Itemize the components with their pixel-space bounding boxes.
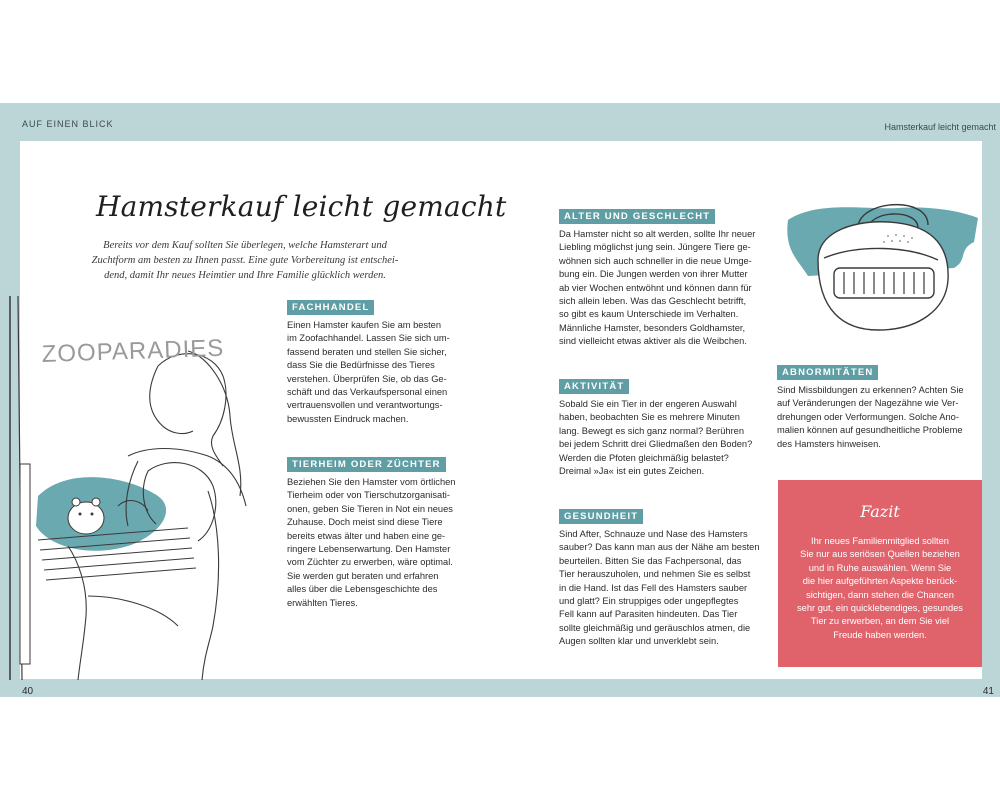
girls-at-pet-shop-window-illustration bbox=[8, 296, 260, 680]
body-line: onen, geben Sie Tieren in Not ein neues bbox=[287, 503, 453, 514]
section-body bbox=[559, 528, 774, 649]
section-body bbox=[559, 228, 774, 349]
section-tierheim-oder-zuechter bbox=[287, 454, 477, 610]
body-line: bereits etwas älter und haben eine ge- bbox=[287, 530, 446, 541]
body-line: Sind After, Schnauze und Nase des Hamsters bbox=[559, 529, 748, 539]
shop-sign-text: ZOOPARADIES bbox=[41, 334, 225, 368]
body-line: Augen sollten klar und unverklebt sein. bbox=[559, 636, 719, 647]
hamster-carrier-box-icon bbox=[778, 180, 982, 340]
body-line: beurteilen. Bitten Sie das Fachpersonal, das bbox=[559, 555, 742, 566]
section-body bbox=[287, 319, 477, 426]
body-line: verstehen. Überprüfen Sie, ob das Ge- bbox=[287, 373, 447, 384]
body-line: und glatt? Ein struppiges oder ungepflegtes bbox=[559, 596, 739, 607]
section-label: GESUNDHEIT bbox=[559, 509, 643, 524]
body-line: Männliche Hamster, besonders Goldhamster, bbox=[559, 322, 746, 333]
body-line: Sie werden gut beraten und erfahren bbox=[287, 570, 439, 581]
body-line: bewussten Eindruck machen. bbox=[287, 413, 409, 424]
running-header-left: AUF EINEN BLICK bbox=[22, 119, 114, 129]
body-line: Tier herauszuholen, und nehmen Sie es selbst bbox=[559, 569, 751, 580]
page-number-left: 40 bbox=[22, 686, 34, 697]
body-line: bung ein. Die Jungen werden von ihrer Mutter bbox=[559, 269, 748, 280]
section-label: ABNORMITÄTEN bbox=[777, 365, 878, 380]
body-line: malien können auf gesundheitliche Probleme bbox=[777, 425, 963, 436]
body-line: fassend beraten und stellen Sie sicher, bbox=[287, 346, 447, 357]
body-line: Beziehen Sie den Hamster vom örtlichen bbox=[287, 477, 456, 487]
body-line: im Zoofachhandel. Lassen Sie sich um- bbox=[287, 333, 450, 344]
body-line: erwählten Tieres. bbox=[287, 597, 358, 608]
page-number-right: 41 bbox=[982, 686, 994, 697]
body-line: Werden die Pfoten gleichmäßig belastet? bbox=[559, 452, 729, 463]
body-line: haben, beobachten Sie es mehrere Minuten bbox=[559, 412, 740, 423]
body-line: vertrauensvollen und verantwortungs- bbox=[287, 400, 443, 411]
running-header-right: Hamsterkauf leicht gemacht bbox=[884, 122, 996, 132]
body-line: sauber? Das kann man aus der Nähe am besten bbox=[559, 542, 760, 553]
fazit-body bbox=[790, 535, 970, 642]
body-line: schäft und das Verkaufspersonal einen bbox=[287, 387, 448, 398]
body-line: drehungen oder Verformungen. Solche Ano- bbox=[777, 411, 959, 422]
section-aktivitaet bbox=[559, 376, 774, 478]
body-line: vom Züchter zu erwerben, wäre optimal. bbox=[287, 557, 453, 568]
section-label: AKTIVITÄT bbox=[559, 379, 629, 394]
body-line: sich allein leben. Was das Geschlecht betrifft, bbox=[559, 296, 747, 307]
page-title: Hamsterkauf leicht gemacht bbox=[96, 190, 507, 223]
fazit-line: Sie nur aus seriösen Quellen beziehen bbox=[800, 549, 960, 560]
fazit-line: und in Ruhe auswählen. Wenn Sie bbox=[808, 562, 952, 573]
body-line: wöhnen sich auch schneller in die neue Umge- bbox=[559, 255, 752, 266]
body-line: dass Sie die Bedürfnisse des Tieres bbox=[287, 360, 435, 371]
body-line: auf Veränderungen der Nagezähne wie Ver- bbox=[777, 398, 959, 409]
body-line: Zuhause. Doch meist sind diese Tiere bbox=[287, 517, 443, 528]
fazit-line: Freude haben werden. bbox=[833, 629, 927, 640]
fazit-line: Tier zu erwerben, an dem Sie viel bbox=[810, 616, 950, 627]
fazit-title: Fazit bbox=[860, 502, 900, 521]
body-line: Tierheim oder von Tierschutzorganisati- bbox=[287, 490, 450, 501]
intro-line: Bereits vor dem Kauf sollten Sie überlegen, welche Hamsterart und bbox=[103, 240, 387, 251]
fazit-line: sehr gut, ein quicklebendiges, gesundes bbox=[797, 603, 963, 614]
intro-line: Zuchtform am besten zu Ihnen passt. Eine gute Vorbereitung ist entschei- bbox=[91, 255, 399, 266]
body-line: Dreimal »Ja« ist ein gutes Zeichen. bbox=[559, 466, 705, 477]
body-line: ringere Lebenserwartung. Den Hamster bbox=[287, 544, 451, 555]
section-fachhandel bbox=[287, 297, 477, 426]
section-label: ALTER UND GESCHLECHT bbox=[559, 209, 715, 224]
body-line: alles über die Lebensgeschichte des bbox=[287, 584, 438, 595]
body-line: in die Hand. Ist das Fell des Hamsters sauber bbox=[559, 582, 748, 593]
section-abnormitaeten bbox=[777, 362, 982, 451]
section-label: TIERHEIM ODER ZÜCHTER bbox=[287, 457, 446, 472]
section-label: FACHHANDEL bbox=[287, 300, 374, 315]
body-line: Liebling möglichst jung sein. Jüngere Tiere ge- bbox=[559, 242, 751, 253]
body-line: ab vier Wochen entwöhnt und können dann für bbox=[559, 282, 752, 293]
section-body bbox=[559, 398, 774, 478]
intro-line: dend, damit Ihr neues Heimtier und Ihre Familie glücklich werden. bbox=[104, 270, 386, 281]
body-line: sollte gleichmäßig und geräuschlos atmen, die bbox=[559, 622, 751, 633]
section-body bbox=[777, 384, 982, 451]
body-line: sind vielleicht etwas aktiver als die Weibchen. bbox=[559, 336, 747, 347]
body-line: bei jedem Schritt drei Gliedmaßen den Boden? bbox=[559, 439, 753, 450]
body-line: des Hamsters hinweisen. bbox=[777, 438, 881, 449]
section-gesundheit bbox=[559, 506, 774, 649]
section-body bbox=[287, 476, 477, 610]
body-line: so gibt es kaum Unterschiede im Verhalten. bbox=[559, 309, 739, 320]
body-line: lang. Bewegt es sich ganz normal? Berühren bbox=[559, 425, 745, 436]
body-line: Fell kann auf Parasiten hindeuten. Das Tier bbox=[559, 609, 738, 620]
body-line: Einen Hamster kaufen Sie am besten bbox=[287, 320, 441, 330]
fazit-line: sichtigen, dann stehen die Chancen bbox=[806, 589, 954, 600]
body-line: Sind Missbildungen zu erkennen? Achten Sie bbox=[777, 385, 964, 395]
intro-text bbox=[84, 238, 406, 283]
body-line: Sobald Sie ein Tier in der engeren Auswahl bbox=[559, 399, 737, 409]
fazit-box bbox=[778, 480, 982, 667]
body-line: Da Hamster nicht so alt werden, sollte Ihr neuer bbox=[559, 229, 756, 239]
fazit-line: Ihr neues Familienmitglied sollten bbox=[811, 536, 949, 546]
fazit-line: die hier aufgeführten Aspekte berück- bbox=[802, 576, 958, 587]
section-alter-und-geschlecht bbox=[559, 206, 774, 349]
